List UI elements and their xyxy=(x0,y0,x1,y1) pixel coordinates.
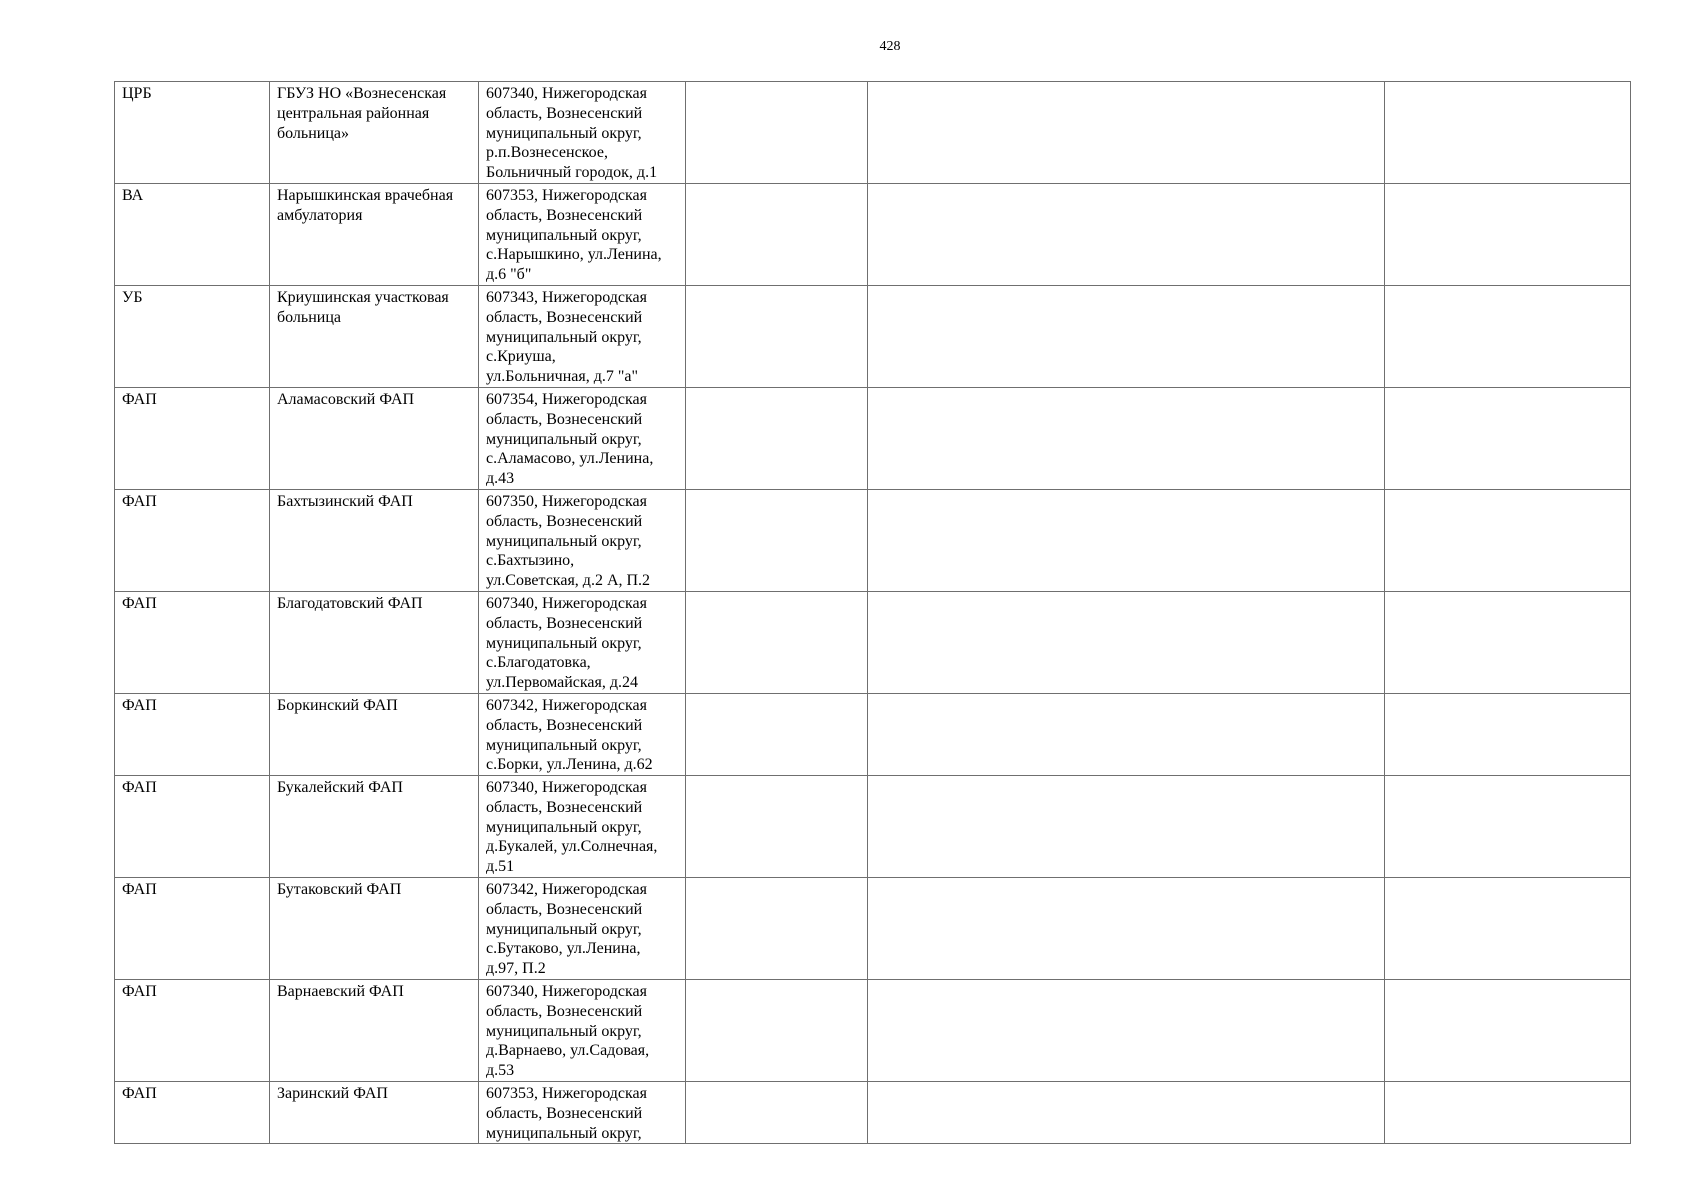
facility-address-cell xyxy=(479,776,686,878)
empty-cell-4 xyxy=(686,285,868,387)
address-line: муниципальный округ, xyxy=(486,226,642,244)
facility-type-cell: ФАП xyxy=(115,489,270,591)
empty-cell-4 xyxy=(686,82,868,184)
facility-address-cell xyxy=(479,693,686,775)
address-line: муниципальный округ, xyxy=(486,736,642,754)
facility-address-cell xyxy=(479,489,686,591)
empty-cell-6 xyxy=(1385,387,1631,489)
address-line: д.Букалей, ул.Солнечная, xyxy=(486,838,658,856)
facility-address-cell xyxy=(479,1082,686,1144)
address-line: муниципальный округ, xyxy=(486,818,642,836)
address-line: муниципальный округ, xyxy=(486,532,642,550)
address-line: 607342, Нижегородская xyxy=(486,696,647,714)
address-line: область, Вознесенский xyxy=(486,104,643,122)
empty-cell-6 xyxy=(1385,285,1631,387)
empty-cell-6 xyxy=(1385,693,1631,775)
empty-cell-4 xyxy=(686,591,868,693)
facility-name-cell: Благодатовский ФАП xyxy=(270,591,479,693)
address-line: область, Вознесенский xyxy=(486,1002,643,1020)
table-row xyxy=(115,776,1631,878)
address-line: 607340, Нижегородская xyxy=(486,594,647,612)
address-line: с.Нарышкино, ул.Ленина, xyxy=(486,246,662,264)
facility-name-cell: Нарышкинская врачебная амбулатория xyxy=(270,183,479,285)
address-line: Больничный городок, д.1 xyxy=(486,164,658,182)
address-line: с.Аламасово, ул.Ленина, xyxy=(486,450,654,468)
address-line: с.Благодатовка, xyxy=(486,654,591,672)
facility-type-cell: ФАП xyxy=(115,980,270,1082)
empty-cell-5 xyxy=(868,489,1385,591)
facility-type-cell: УБ xyxy=(115,285,270,387)
table-row xyxy=(115,183,1631,285)
empty-cell-6 xyxy=(1385,878,1631,980)
empty-cell-6 xyxy=(1385,1082,1631,1144)
address-line: область, Вознесенский xyxy=(486,900,643,918)
table-row xyxy=(115,82,1631,184)
empty-cell-4 xyxy=(686,980,868,1082)
address-line: область, Вознесенский xyxy=(486,410,643,428)
address-line: 607340, Нижегородская xyxy=(486,85,647,102)
facility-type-cell: ФАП xyxy=(115,591,270,693)
facilities-table xyxy=(114,81,1631,1144)
facility-type-cell: ФАП xyxy=(115,693,270,775)
table-row xyxy=(115,693,1631,775)
empty-cell-5 xyxy=(868,776,1385,878)
empty-cell-6 xyxy=(1385,489,1631,591)
address-line: область, Вознесенский xyxy=(486,798,643,816)
table-row xyxy=(115,980,1631,1082)
address-line: с.Криуша, xyxy=(486,348,556,366)
empty-cell-4 xyxy=(686,878,868,980)
address-line: д.53 xyxy=(486,1062,515,1080)
facility-name-cell: Криушинская участковая больница xyxy=(270,285,479,387)
address-line: муниципальный округ, xyxy=(486,1124,642,1142)
address-line: 607353, Нижегородская xyxy=(486,1085,647,1103)
facility-name-cell: Аламасовский ФАП xyxy=(270,387,479,489)
address-line: область, Вознесенский xyxy=(486,1104,643,1122)
address-line: д.51 xyxy=(486,858,515,876)
empty-cell-6 xyxy=(1385,82,1631,184)
address-line: муниципальный округ, xyxy=(486,328,642,346)
address-line: 607350, Нижегородская xyxy=(486,492,647,510)
facility-address-cell xyxy=(479,387,686,489)
address-line: область, Вознесенский xyxy=(486,206,643,224)
address-line: 607343, Нижегородская xyxy=(486,288,647,306)
facility-address-cell xyxy=(479,980,686,1082)
facility-type-cell: ЦРБ xyxy=(115,82,270,184)
address-line: д.97, П.2 xyxy=(486,960,546,978)
facility-address-cell xyxy=(479,183,686,285)
address-line: муниципальный округ, xyxy=(486,124,642,142)
facility-name-cell: Варнаевский ФАП xyxy=(270,980,479,1082)
address-line: область, Вознесенский xyxy=(486,614,643,632)
empty-cell-5 xyxy=(868,878,1385,980)
address-line: д.6 "б" xyxy=(486,266,532,284)
table-row xyxy=(115,285,1631,387)
address-line: область, Вознесенский xyxy=(486,716,643,734)
facility-name-cell: Заринский ФАП xyxy=(270,1082,479,1144)
empty-cell-5 xyxy=(868,387,1385,489)
address-line: с.Бутаково, ул.Ленина, xyxy=(486,940,641,958)
address-line: ул.Первомайская, д.24 xyxy=(486,674,638,692)
address-line: муниципальный округ, xyxy=(486,634,642,652)
address-line: муниципальный округ, xyxy=(486,1022,642,1040)
table-row xyxy=(115,1082,1631,1144)
empty-cell-4 xyxy=(686,489,868,591)
address-line: ул.Советская, д.2 А, П.2 xyxy=(486,572,651,590)
address-line: область, Вознесенский xyxy=(486,512,643,530)
empty-cell-6 xyxy=(1385,183,1631,285)
facility-type-cell: ФАП xyxy=(115,878,270,980)
facility-name-cell: Боркинский ФАП xyxy=(270,693,479,775)
empty-cell-6 xyxy=(1385,980,1631,1082)
facility-name-cell: Бахтызинский ФАП xyxy=(270,489,479,591)
address-line: 607354, Нижегородская xyxy=(486,390,647,408)
address-line: д.Варнаево, ул.Садовая, xyxy=(486,1042,650,1060)
empty-cell-6 xyxy=(1385,591,1631,693)
empty-cell-4 xyxy=(686,693,868,775)
empty-cell-5 xyxy=(868,1082,1385,1144)
empty-cell-5 xyxy=(868,980,1385,1082)
empty-cell-4 xyxy=(686,183,868,285)
address-line: 607342, Нижегородская xyxy=(486,881,647,899)
address-line: муниципальный округ, xyxy=(486,920,642,938)
empty-cell-5 xyxy=(868,285,1385,387)
address-line: д.43 xyxy=(486,470,515,488)
table-row xyxy=(115,489,1631,591)
table-row xyxy=(115,878,1631,980)
empty-cell-5 xyxy=(868,183,1385,285)
address-line: ул.Больничная, д.7 "а" xyxy=(486,368,639,386)
facility-name-cell: Бутаковский ФАП xyxy=(270,878,479,980)
facility-type-cell: ФАП xyxy=(115,1082,270,1144)
empty-cell-5 xyxy=(868,82,1385,184)
address-line: с.Борки, ул.Ленина, д.62 xyxy=(486,756,653,774)
empty-cell-6 xyxy=(1385,776,1631,878)
address-line: р.п.Вознесенское, xyxy=(486,144,608,162)
facility-type-cell: ФАП xyxy=(115,387,270,489)
facility-type-cell: ФАП xyxy=(115,776,270,878)
facility-name-cell: ГБУЗ НО «Вознесенская центральная районная больница» xyxy=(270,82,479,184)
facility-address-cell xyxy=(479,285,686,387)
facility-name-cell: Букалейский ФАП xyxy=(270,776,479,878)
address-line: муниципальный округ, xyxy=(486,430,642,448)
address-line: 607340, Нижегородская xyxy=(486,983,647,1001)
table-body xyxy=(115,82,1631,1144)
empty-cell-5 xyxy=(868,591,1385,693)
facility-type-cell: ВА xyxy=(115,183,270,285)
table-row xyxy=(115,387,1631,489)
facility-address-cell xyxy=(479,878,686,980)
facility-address-cell xyxy=(479,82,686,184)
address-line: 607340, Нижегородская xyxy=(486,779,647,797)
empty-cell-4 xyxy=(686,776,868,878)
table-row xyxy=(115,591,1631,693)
empty-cell-4 xyxy=(686,387,868,489)
address-line: 607353, Нижегородская xyxy=(486,186,647,204)
empty-cell-5 xyxy=(868,693,1385,775)
empty-cell-4 xyxy=(686,1082,868,1144)
address-line: область, Вознесенский xyxy=(486,308,643,326)
address-line: с.Бахтызино, xyxy=(486,552,575,570)
page-number: 428 xyxy=(879,39,901,54)
facility-address-cell xyxy=(479,591,686,693)
